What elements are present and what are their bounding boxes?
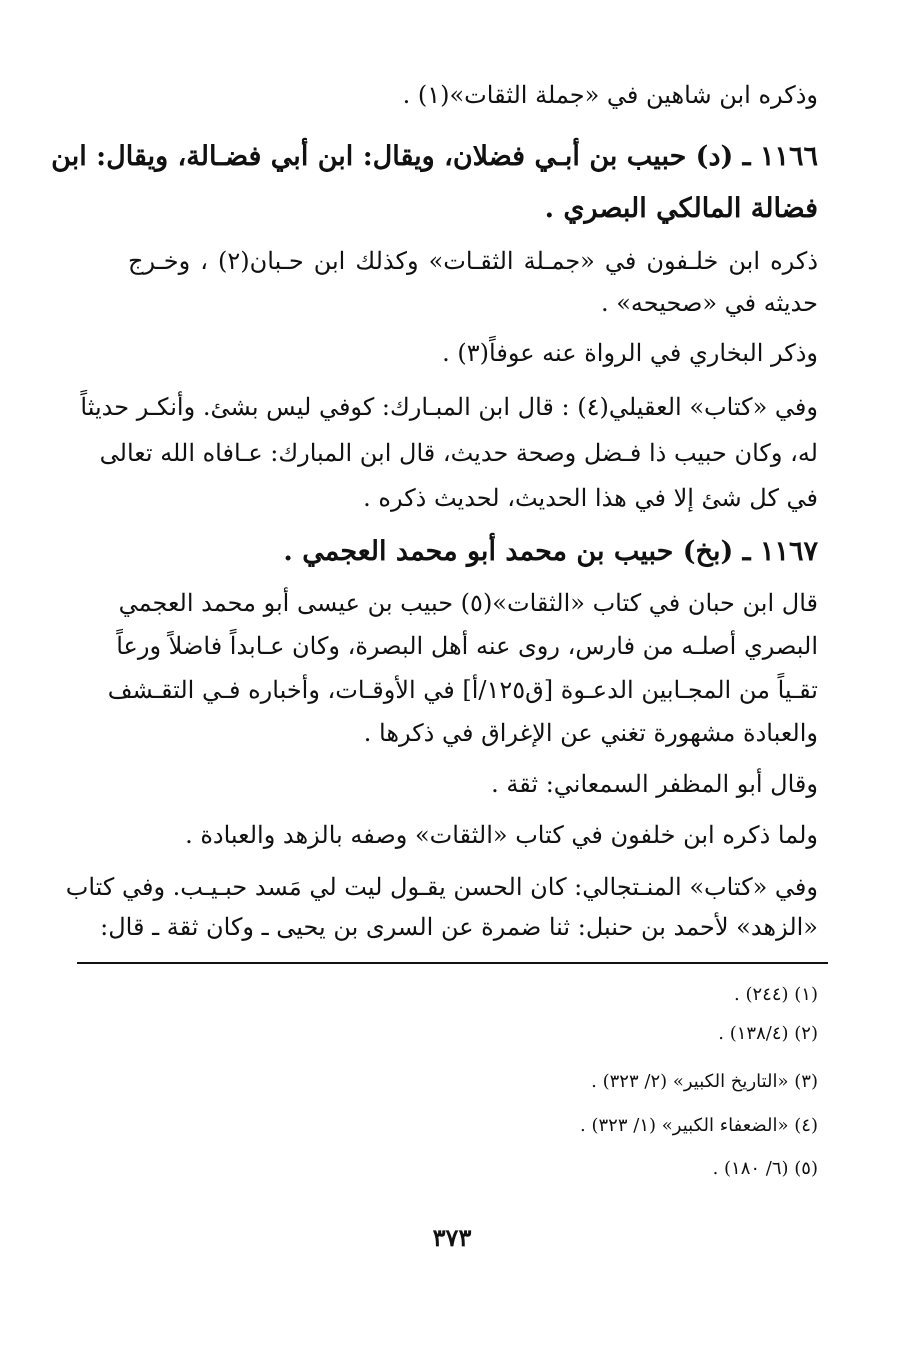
entry-heading-1166: ١١٦٦ ـ (د) حبيب بن أبـي فضلان، ويقال: ابن أبي فضـالة، ويقال: ابن [51, 141, 818, 172]
text-line-18: «الزهد» لأحمد بن حنبل: ثنا ضمرة عن السرى بن يحيى ـ وكان ثقة ـ قال: [100, 913, 818, 941]
text-line-1: وذكره ابن شاهين في «جملة الثقات»(١) . [402, 81, 818, 109]
text-line-9: في كل شئ إلا في هذا الحديث، لحديث ذكره . [363, 484, 818, 512]
footnote-separator [77, 962, 828, 964]
text-line-15: وقال أبو المظفر السمعاني: ثقة . [491, 770, 818, 798]
text-line-12: البصري أصلـه من فارس، روى عنه أهل البصرة، وكان عـابداً فاضلاً ورعاً [116, 632, 818, 660]
footnote-4: (٤) «الضعفاء الكبير» (١/ ٣٢٣) . [580, 1115, 818, 1136]
text-line-7: وفي «كتاب» العقيلي(٤) : قال ابن المبـارك: كوفي ليس بشئ. وأنكـر حديثاً [80, 393, 818, 421]
footnote-5: (٥) (٦/ ١٨٠) . [712, 1158, 818, 1179]
text-line-6: وذكر البخاري في الرواة عنه عوفاً(٣) . [442, 339, 818, 367]
footnote-1: (١) (٢٤٤) . [734, 984, 818, 1005]
text-line-13: تقـياً من المجـابين الدعـوة [ق١٢٥/أ] في الأوقـات، وأخباره فـي التقـشف [107, 676, 818, 704]
footnote-2: (٢) (١٣٨/٤) . [718, 1023, 818, 1044]
text-line-17: وفي «كتاب» المنـتجالي: كان الحسن يقـول ليت لي مَسد حبـيـب. وفي كتاب [65, 873, 818, 901]
text-line-11: قال ابن حبان في كتاب «الثقات»(٥) حبيب بن عيسى أبو محمد العجمي [118, 589, 818, 617]
text-line-14: والعبادة مشهورة تغني عن الإغراق في ذكرها . [363, 719, 818, 747]
footnote-3: (٣) «التاريخ الكبير» (٢/ ٣٢٣) . [591, 1071, 818, 1092]
entry-heading-1167: ١١٦٧ ـ (بخ) حبيب بن محمد أبو محمد العجمي . [283, 536, 818, 567]
entry-heading-1166-cont: فضالة المالكي البصري . [544, 193, 818, 224]
text-line-8: له، وكان حبيب ذا فـضل وصحة حديث، قال ابن المبارك: عـافاه الله تعالى [99, 439, 818, 467]
text-line-16: ولما ذكره ابن خلفون في كتاب «الثقات» وصفه بالزهد والعبادة . [185, 821, 818, 849]
page-number: ٣٧٣ [432, 1223, 472, 1252]
text-line-4: ذكره ابن خلـفون في «جمـلة الثقـات» وكذلك ابن حـبان(٢) ، وخـرج [128, 247, 819, 275]
text-line-5: حديثه في «صحيحه» . [600, 289, 818, 317]
